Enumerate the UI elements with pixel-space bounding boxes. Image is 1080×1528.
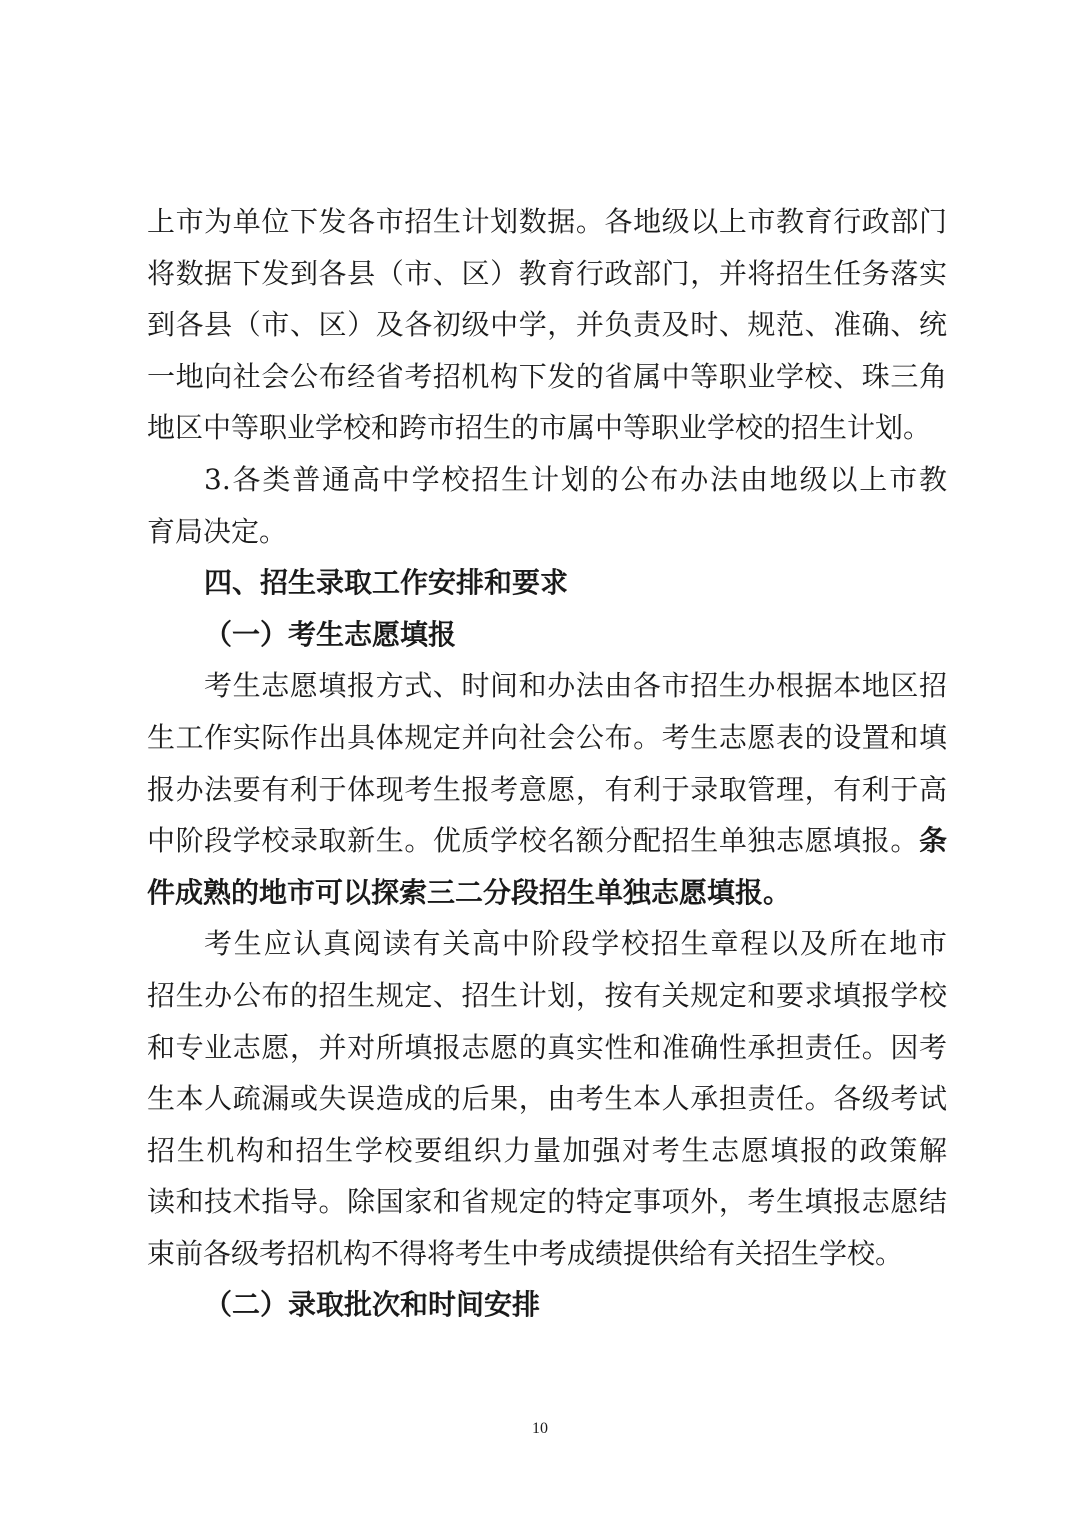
subsection-heading: （一）考生志愿填报 — [204, 617, 457, 651]
text-line: 到各县（市、区）及各初级中学，并负责及时、规范、准确、统 — [147, 308, 947, 342]
text-line: 一地向社会公布经省考招机构下发的省属中等职业学校、珠三角 — [147, 359, 947, 393]
text-line: 考生志愿填报方式、时间和办法由各市招生办根据本地区招 — [204, 669, 947, 703]
text-line: 3.各类普通高中学校招生计划的公布办法由地级以上市教 — [204, 462, 947, 496]
text-line: 读和技术指导。除国家和省规定的特定事项外，考生填报志愿结 — [147, 1185, 947, 1219]
text-line: 将数据下发到各县（市、区）教育行政部门，并将招生任务落实 — [147, 256, 947, 290]
section-heading: 四、招生录取工作安排和要求 — [204, 566, 569, 600]
text-line — [147, 815, 947, 867]
text-line-bold: 件成熟的地市可以探索三二分段招生单独志愿填报。 — [147, 875, 792, 909]
subsection-heading: （二）录取批次和时间安排 — [204, 1288, 541, 1322]
text-line: 育局决定。 — [147, 514, 288, 548]
text-line: 生工作实际作出具体规定并向社会公布。考生志愿表的设置和填 — [147, 720, 947, 754]
body-text — [147, 196, 947, 1331]
text-line: 生本人疏漏或失误造成的后果，由考生本人承担责任。各级考试 — [147, 1082, 947, 1116]
text-line: 和专业志愿，并对所填报志愿的真实性和准确性承担责任。因考 — [147, 1030, 947, 1064]
text-line: 招生机构和招生学校要组织力量加强对考生志愿填报的政策解 — [147, 1133, 947, 1167]
page-number: 10 — [532, 1420, 548, 1437]
text-line: 考生应认真阅读有关高中阶段学校招生章程以及所在地市 — [204, 927, 947, 961]
text-line: 地区中等职业学校和跨市招生的市属中等职业学校的招生计划。 — [147, 411, 932, 445]
text-normal: 中阶段学校录取新生。优质学校名额分配招生单独志愿填报。 — [147, 824, 919, 858]
text-line: 报办法要有利于体现考生报考意愿，有利于录取管理，有利于高 — [147, 772, 947, 806]
text-bold: 条 — [918, 824, 947, 858]
text-line: 束前各级考招机构不得将考生中考成绩提供给有关招生学校。 — [147, 1236, 904, 1270]
text-line: 招生办公布的招生规定、招生计划，按有关规定和要求填报学校 — [147, 978, 947, 1012]
text-line: 上市为单位下发各市招生计划数据。各地级以上市教育行政部门 — [147, 205, 947, 238]
